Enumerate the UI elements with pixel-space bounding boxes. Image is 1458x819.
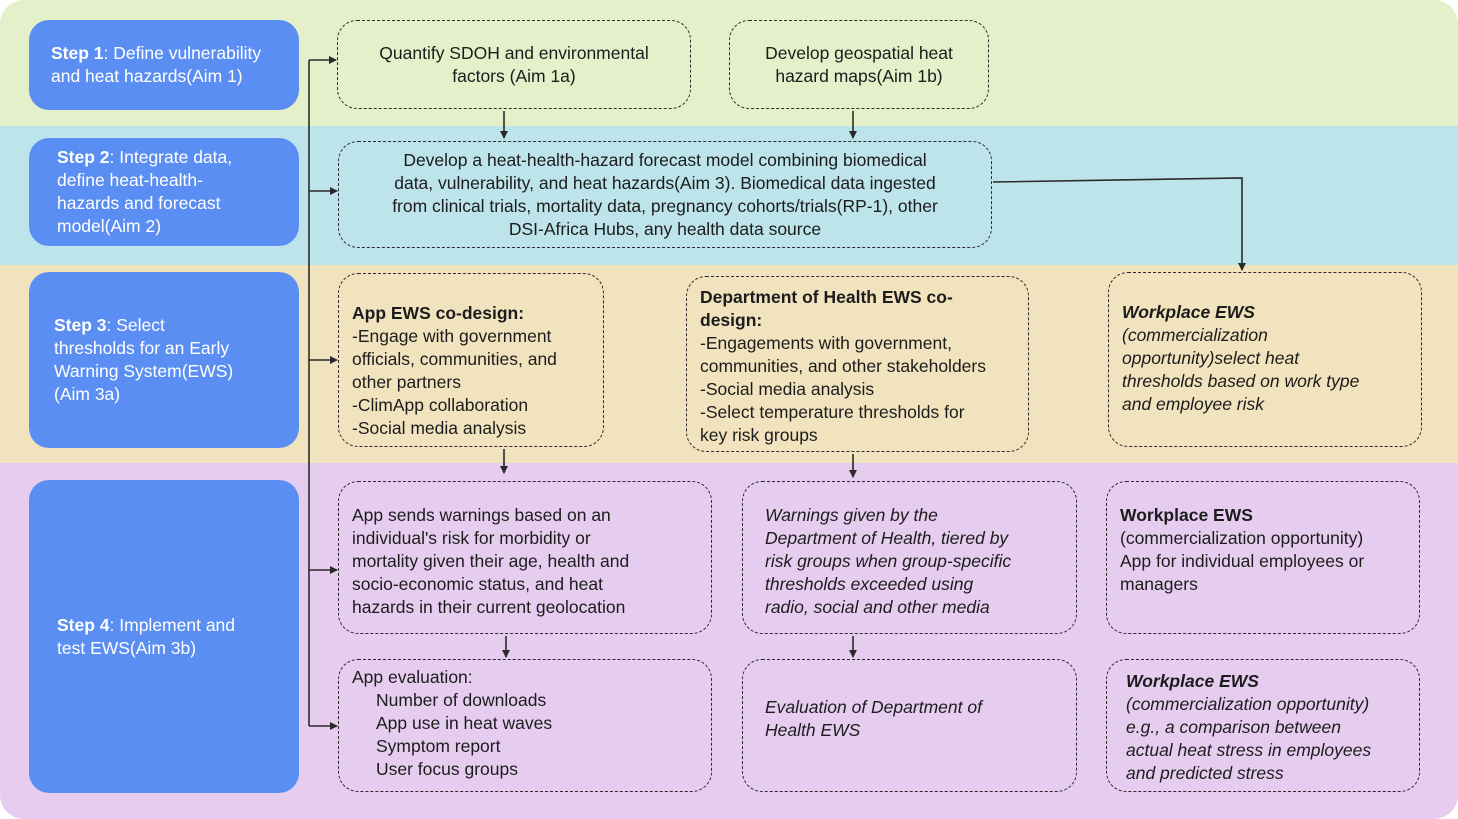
- step1-box: Step 1: Define vulnerability and heat hazards(Aim 1): [29, 20, 299, 110]
- doh-ews-codesign-box: Department of Health EWS co- design: -Engagements with government, communities, and other stakeholders -Social media analysis -Select temperature thresholds for key risk groups: [686, 276, 1029, 452]
- workplace-ews-comparison-box: Workplace EWS (commercialization opportunity) e.g., a comparison between actual heat stress in employees and predicted stress: [1106, 659, 1420, 792]
- step-text-line: and heat hazards(Aim 1): [51, 66, 243, 86]
- arrow-model-to-workplace: [993, 178, 1242, 270]
- step-text-line: model(Aim 2): [57, 216, 162, 236]
- quantify-sdoh-box: Quantify SDOH and environmental factors (Aim 1a): [337, 20, 691, 109]
- heat-hazard-maps-box: Develop geospatial heat hazard maps(Aim 1b): [729, 20, 989, 109]
- step-number: Step 4: [57, 614, 110, 635]
- step-text-line: thresholds for an Early: [54, 338, 230, 358]
- workplace-ews-app-box: Workplace EWS (commercialization opportunity) App for individual employees or managers: [1106, 481, 1420, 634]
- step3-box: Step 3: Select thresholds for an Early Warning System(EWS) (Aim 3a): [29, 272, 299, 448]
- doh-warnings-box: Warnings given by the Department of Health, tiered by risk groups when group-specific thresholds exceeded using radio, social and other media: [742, 481, 1077, 634]
- step2-box: Step 2: Integrate data, define heat-health- hazards and forecast model(Aim 2): [29, 138, 299, 246]
- app-warnings-box: App sends warnings based on an individual's risk for morbidity or mortality given their age, health and socio-economic status, and heat hazards in their current geolocation: [338, 481, 712, 634]
- step-text-line: test EWS(Aim 3b): [57, 637, 197, 658]
- doh-evaluation-box: Evaluation of Department of Health EWS: [742, 659, 1077, 792]
- step-number: Step 3: [54, 315, 107, 335]
- forecast-model-box: Develop a heat-health-hazard forecast model combining biomedical data, vulnerability, and heat hazards(Aim 3). Biomedical data ingested from clinical trials, mortality data, pregnancy cohorts/trials(RP-1), other DSI-Africa Hubs, any health data source: [338, 141, 992, 248]
- step-text-line: (Aim 3a): [54, 384, 121, 404]
- app-ews-codesign-box: App EWS co-design: -Engage with government officials, communities, and other partners -ClimApp collaboration -Social media analysis: [338, 273, 604, 447]
- app-evaluation-box: App evaluation: Number of downloads App use in heat waves Symptom report User focus groups: [338, 659, 712, 792]
- step-number: Step 1: [51, 43, 104, 63]
- workplace-ews-thresholds-box: Workplace EWS (commercialization opportunity)select heat thresholds based on work type and employee risk: [1108, 272, 1422, 447]
- step-text-line: Warning System(EWS): [54, 361, 234, 381]
- step4-box: Step 4: Implement and test EWS(Aim 3b): [29, 480, 299, 793]
- step-text-line: define heat-health-: [57, 170, 203, 190]
- step-text-line: hazards and forecast: [57, 193, 221, 213]
- step-number: Step 2: [57, 147, 110, 167]
